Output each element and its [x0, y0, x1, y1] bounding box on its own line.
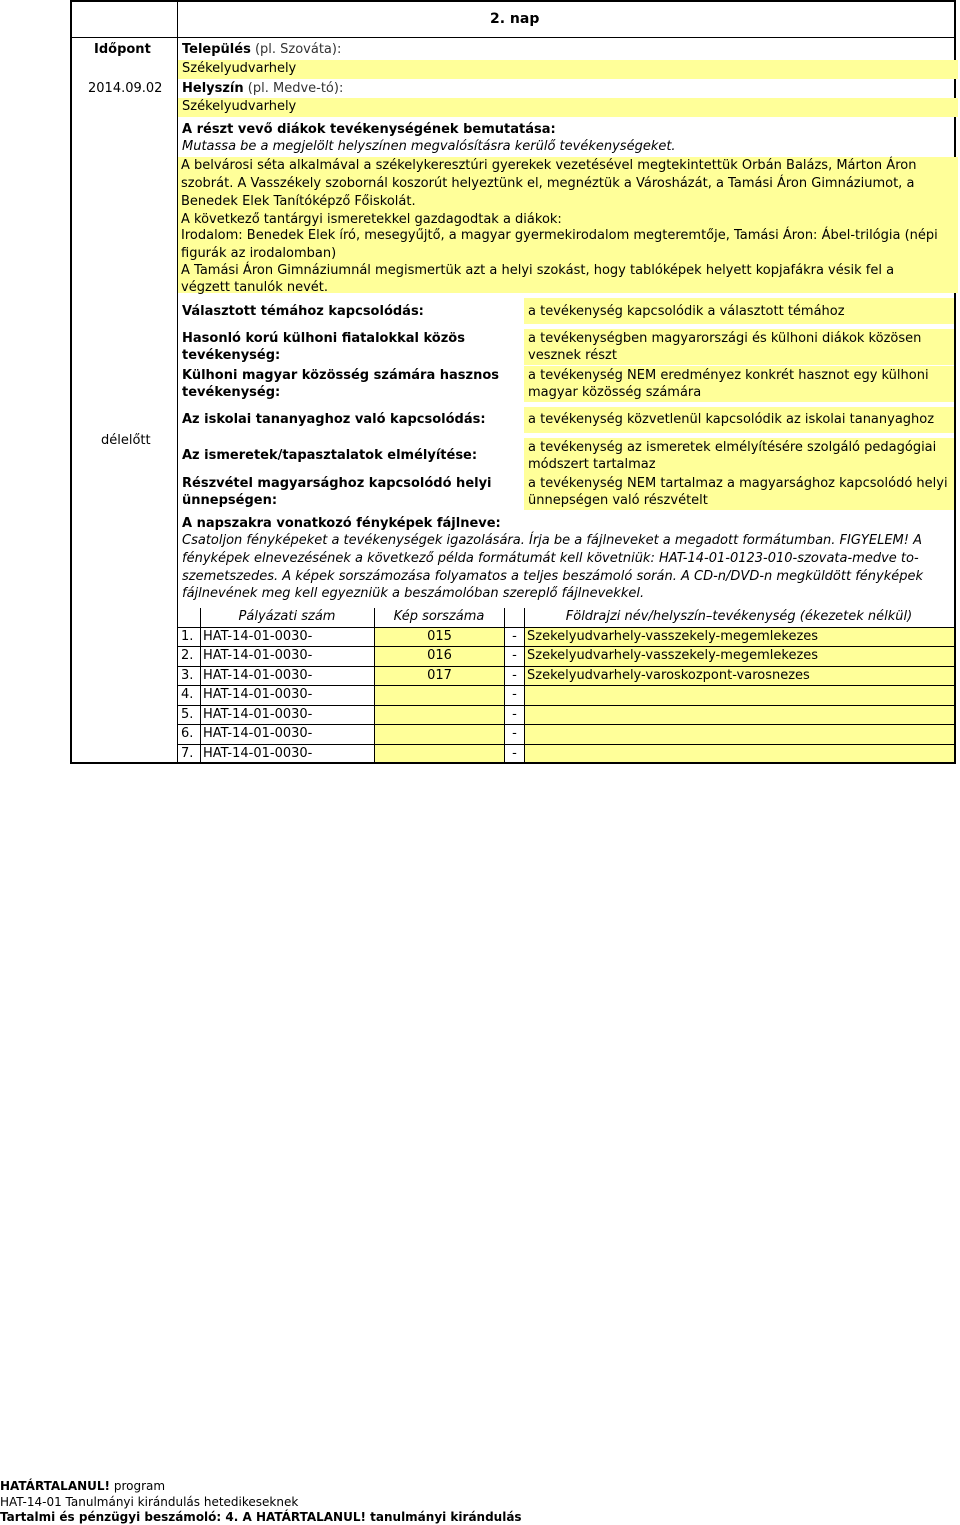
row-dash: - — [512, 707, 517, 722]
settlement-label-hint: (pl. Szováta): — [250, 42, 342, 57]
activity-heading: A részt vevő diákok tevékenységének bemutatása: — [182, 122, 556, 137]
topic-value: a tevékenység az ismeretek elmélyítésére szolgáló pedagógiai — [528, 440, 937, 455]
row-number: 5. — [181, 707, 194, 722]
topic-label-cont: tevékenység: — [182, 348, 281, 363]
row-dash: - — [512, 687, 517, 702]
photos-instruction: fényképek elnevezésének a következő példa formátumát kell követniük: HAT-14-01-0123-010-szovata-medve to- — [182, 551, 919, 566]
row-location-name[interactable] — [525, 706, 954, 724]
day-label: 2. nap — [490, 11, 540, 27]
footer-report: Tartalmi és pénzügyi beszámoló: 4. A HATÁRTALANUL! tanulmányi kirándulás — [0, 1510, 522, 1524]
activity-line: A belvárosi séta alkalmával a székelykeresztúri gyerekek vezetésével megtekintettük Orbán Balázs, Márton Áron — [181, 158, 917, 173]
footer-course: HAT-14-01 Tanulmányi kirándulás hetedikeseknek — [0, 1495, 299, 1509]
topic-value: a tevékenység NEM tartalmaz a magyarsághoz kapcsolódó helyi — [528, 476, 948, 491]
row-number: 6. — [181, 726, 194, 741]
row-location-name[interactable] — [525, 686, 954, 705]
settlement-field[interactable] — [178, 60, 958, 79]
table-grid-line — [200, 608, 201, 764]
row-code: HAT-14-01-0030- — [203, 707, 313, 722]
topic-value: a tevékenységben magyarországi és külhoni diákok közösen — [528, 331, 922, 346]
row-image-number[interactable] — [375, 745, 504, 762]
activity-line: A Tamási Áron Gimnáziumnál megismertük azt a helyi szokást, hogy tablóképek helyett kopjafákra vésik fel a — [181, 263, 895, 278]
photos-instruction: Csatoljon fényképeket a tevékenységek igazolására. Írja be a fájlneveket a megadott formátumban. FIGYELEM! A — [182, 533, 922, 548]
topic-value: a tevékenység közvetlenül kapcsolódik az iskolai tananyaghoz — [528, 412, 935, 427]
topic-value: a tevékenység kapcsolódik a választott témához — [528, 304, 845, 319]
topic-value-cont: módszert tartalmaz — [528, 457, 656, 472]
topic-value-cont: vesznek részt — [528, 348, 617, 363]
row-location-name[interactable] — [525, 745, 954, 762]
row-number: 7. — [181, 746, 194, 761]
row-dash: - — [512, 668, 517, 683]
topic-label: Az ismeretek/tapasztalatok elmélyítése: — [182, 448, 478, 463]
footer-program — [0, 1478, 165, 1494]
activity-instruction: Mutassa be a megjelölt helyszínen megvalósításra kerülő tevékenységeket. — [182, 139, 676, 154]
settlement-label — [182, 41, 341, 59]
topic-label: Külhoni magyar közösség számára hasznos — [182, 368, 499, 383]
row-location-name[interactable]: Szekelyudvarhely-vasszekely-megemlekezes — [525, 628, 954, 646]
settlement-value: Székelyudvarhely — [182, 61, 297, 76]
venue-label-hint: (pl. Medve-tó): — [243, 81, 344, 96]
row-code: HAT-14-01-0030- — [203, 648, 313, 663]
photos-instruction: szemetszedes. A képek sorszámozása folyamatos a teljes beszámoló során. A CD-n/DVD-n megküldött fényképek — [182, 569, 924, 584]
footer-program-bold: HATÁRTALANUL! — [0, 1479, 111, 1493]
photos-instruction: fájlnevének meg kell egyezniük a beszámolóban szereplő fájlnevekkel. — [182, 586, 645, 601]
activity-line: szobrát. A Vasszékely szobornál koszorút helyeztünk el, megnéztük a Városházát, a Tamási Áron Gimnáziumot, a — [181, 176, 915, 191]
col-header-location: Földrajzi név/helyszín–tevékenység (ékezetek nélkül) — [565, 609, 913, 624]
row-number: 3. — [181, 668, 194, 683]
activity-line: figurák az irodalomban) — [181, 246, 337, 261]
venue-label-bold: Helyszín — [182, 81, 244, 96]
row-number: 2. — [181, 648, 194, 663]
col-header-number: Kép sorszáma — [393, 609, 485, 624]
topic-value-cont: ünnepségen való részvételt — [528, 493, 708, 508]
row-image-number[interactable] — [375, 706, 504, 724]
time-label: Időpont — [94, 42, 151, 57]
row-code: HAT-14-01-0030- — [203, 668, 313, 683]
row-location-name[interactable] — [525, 725, 954, 744]
date-value: 2014.09.02 — [88, 81, 163, 96]
photos-heading: A napszakra vonatkozó fényképek fájlneve: — [182, 516, 501, 531]
row-image-number[interactable]: 015 — [375, 628, 504, 646]
topic-label: Választott témához kapcsolódás: — [182, 304, 424, 319]
venue-value: Székelyudvarhely — [182, 99, 297, 114]
row-code: HAT-14-01-0030- — [203, 726, 313, 741]
header-divider — [72, 37, 954, 38]
topic-value-cont: magyar közösség számára — [528, 385, 702, 400]
topic-label-cont: ünnepségen: — [182, 493, 278, 508]
activity-line: végzett tanulók nevét. — [181, 280, 329, 295]
row-code: HAT-14-01-0030- — [203, 629, 313, 644]
row-image-number[interactable] — [375, 725, 504, 744]
row-dash: - — [512, 629, 517, 644]
row-dash: - — [512, 746, 517, 761]
row-number: 4. — [181, 687, 194, 702]
footer-program-rest: program — [110, 1479, 166, 1493]
col-header-code: Pályázati szám — [238, 609, 336, 624]
topic-label: Hasonló korú külhoni fiatalokkal közös — [182, 331, 465, 346]
row-location-name[interactable]: Szekelyudvarhely-vasszekely-megemlekezes — [525, 647, 954, 666]
activity-line: A következő tantárgyi ismeretekkel gazdagodtak a diákok: — [181, 212, 562, 227]
period-value: délelőtt — [101, 433, 151, 448]
row-code: HAT-14-01-0030- — [203, 746, 313, 761]
row-code: HAT-14-01-0030- — [203, 687, 313, 702]
row-number: 1. — [181, 629, 194, 644]
venue-label — [182, 80, 343, 98]
venue-field[interactable] — [178, 98, 958, 117]
topic-label: Az iskolai tananyaghoz való kapcsolódás: — [182, 412, 486, 427]
activity-line: Benedek Elek Tanítóképző Főiskolát. — [181, 194, 416, 209]
row-dash: - — [512, 648, 517, 663]
row-image-number[interactable]: 017 — [375, 667, 504, 685]
activity-line: Irodalom: Benedek Elek író, mesegyűjtő, a magyar gyermekirodalom megteremtője, Tamási Áron: Ábel-trilógia (népi — [181, 228, 938, 243]
row-image-number[interactable] — [375, 686, 504, 705]
row-dash: - — [512, 726, 517, 741]
settlement-label-bold: Település — [182, 42, 251, 57]
row-location-name[interactable]: Szekelyudvarhely-varoskozpont-varosnezes — [525, 667, 954, 685]
photo-table — [178, 608, 956, 764]
row-image-number[interactable]: 016 — [375, 647, 504, 666]
topic-label-cont: tevékenység: — [182, 385, 281, 400]
topic-value: a tevékenység NEM eredményez konkrét hasznot egy külhoni — [528, 368, 929, 383]
topic-label: Részvétel magyarsághoz kapcsolódó helyi — [182, 476, 492, 491]
